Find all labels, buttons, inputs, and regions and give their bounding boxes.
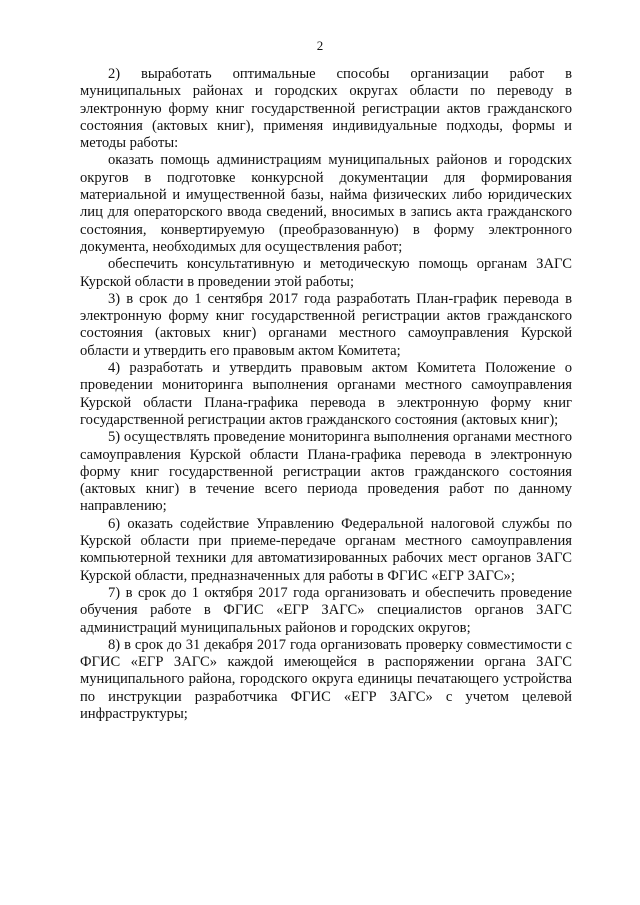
paragraph-item-3: 3) в срок до 1 сентября 2017 года разработать План-график перевода в электронную форму книг государственной регистрации актов гражданского состояния (актовых книг) органами местного самоуправления Курской области и утвердить его правовым актом Комитета; <box>80 290 572 359</box>
paragraph-consultative-help: обеспечить консультативную и методическую помощь органам ЗАГС Курской области в проведении этой работы; <box>80 256 572 290</box>
paragraph-item-5: 5) осуществлять проведение мониторинга выполнения органами местного самоуправления Курской области Плана-графика перевода в электронную форму книг государственной регистрации актов гражданского состояния (актовых книг) в течение всего периода проведения работ по данному направлению; <box>80 429 572 515</box>
paragraph-item-7: 7) в срок до 1 октября 2017 года организовать и обеспечить проведение обучения работе в ФГИС «ЕГР ЗАГС» специалистов органов ЗАГС администраций муниципальных районов и городских округов; <box>80 584 572 636</box>
page-number: 2 <box>316 38 324 53</box>
paragraph-item-8: 8) в срок до 31 декабря 2017 года организовать проверку совместимости с ФГИС «ЕГР ЗАГС» каждой имеющейся в распоряжении органа ЗАГС муниципального района, городского округа единицы печатающего устройства по инструкции разработчика ФГИС «ЕГР ЗАГС» с учетом целевой инфраструктуры; <box>80 636 572 722</box>
paragraph-item-4: 4) разработать и утвердить правовым актом Комитета Положение о проведении мониторинга выполнения органами местного самоуправления Курской области Плана-графика перевода в электронную форму книг государственной регистрации актов гражданского состояния (актовых книг); <box>80 360 572 428</box>
paragraph-item-2: 2) выработать оптимальные способы организации работ в муниципальных районах и городских округах области по переводу в электронную форму книг государственной регистрации актов гражданского состояния (актовых книг), применяя индивидуальные подходы, формы и методы работы: <box>80 66 572 152</box>
paragraph-item-6: 6) оказать содействие Управлению Федеральной налоговой службы по Курской области при приеме-передаче органам местного самоуправления компьютерной техники для автоматизированных рабочих мест органов ЗАГС Курской области, предназначенных для работы в ФГИС «ЕГР ЗАГС»; <box>80 515 572 584</box>
paragraph-assistance-administrations: оказать помощь администрациям муниципальных районов и городских округов в подготовке конкурсной документации для формирования материальной и имущественной базы, найма физических либо юридических лиц для операторского ввода сведений, вносимых в запись акта гражданского состояния, конвертируемую (преобразованную) в форму электронного документа, необходимых для осуществления работ; <box>80 152 572 255</box>
document-body <box>80 66 572 723</box>
